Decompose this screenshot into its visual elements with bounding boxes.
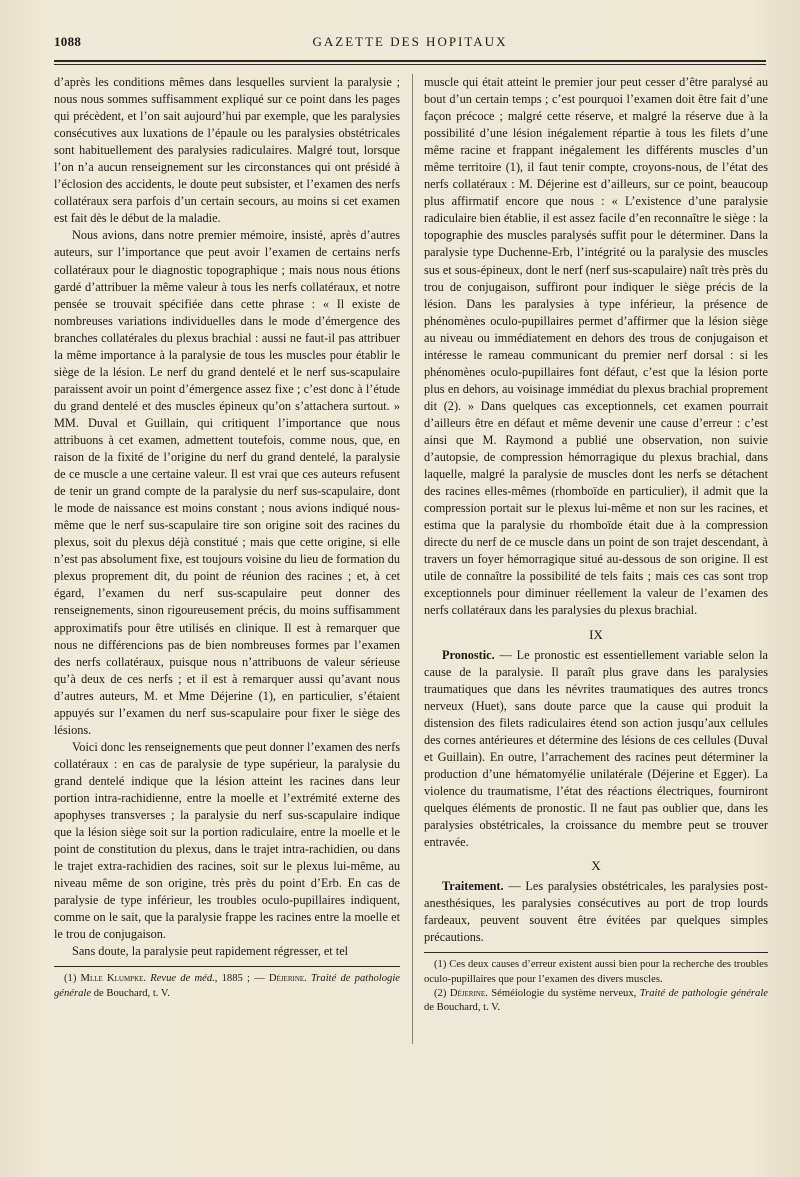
footnote-number: (2) (434, 987, 447, 999)
section-number: X (591, 858, 601, 874)
footnote-text: de Bouchard, t. V. (91, 987, 170, 999)
footnote-text: , 1885 ; — (214, 973, 269, 985)
section-lead: Pronostic. (442, 647, 495, 662)
footnotes (424, 958, 768, 1015)
paragraph-text: — Les paralysies obstétricales, les paralysies post-anesthésiques, les paralysies consécutives au port de trop lourds fardeaux, peuvent souvent être évitées par quelques simples précautions. (424, 879, 768, 945)
paragraph-traitement (424, 878, 768, 946)
page-header (54, 34, 766, 54)
footnote-number: (1) (64, 973, 77, 985)
section-number: IX (589, 626, 603, 642)
footnote-rule (54, 966, 400, 967)
paragraph-pronostic (424, 647, 768, 852)
footnote-author: Déjerine. (268, 973, 307, 985)
footnote-author: Mlle Klumpke. (80, 973, 147, 985)
paragraph: muscle qui était atteint le premier jour peut cesser d’être paralysé au bout d’un certain temps ; c’est pourquoi l’examen doit être fait d’une façon précoce ; malgré cette réserve, et malgré la réserve due à la possibilité d’une lésion inégalement répartie à tous les filets d’une même racine et frappant inégalement les différents muscles d’un même territoire (1), il faut tenir compte, croyons-nous, de l’état des nerfs collatéraux : M. Déjerine est d’ailleurs, sur ce point, beaucoup plus affirmatif encore que nous : « L’existence d’une paralysie radiculaire bien établie, il est assez facile d’en reconnaître le siège : la topographie des muscles paralysés suffit pour le déterminer. Dans la paralysie type Duchenne-Erb, l’intégrité ou la paralysie des muscles sus et sous-épineux, dont le nerf (nerf sus-scapulaire) naît très près du trou de conjugaison, suffiront pour indiquer le siège précis de la lésion. Dans les paralysies à type inférieur, la présence de phénomènes oculo-pupillaires permet d’affirmer que la lésion siège au niveau ou immédiatement en dehors des trous de conjugaison et intéresse le rameau communicant du premier nerf dorsal : si les phénomènes oculo-pupillaires font défaut, c’est que la lésion porte plus en dehors, au voisinage immédiat du plexus brachial proprement dit (2). » Dans quelques cas exceptionnels, cet examen pourrait d’ailleurs être en défaut et même devenir une cause d’erreur : c’est ainsi que M. Raymond a publié une observation, non suivie d’autopsie, de compression hémorragique du plexus brachial, dans laquelle, malgré la paralysie de muscles dont les nerfs se détachent des racines elles-mêmes (rhomboïde en particulier), il admit que la compression portait sur le plexus lui-même et non sur les racines, et estima que la paralysie du rhomboïde était due à la compression directe du nerf de ce muscle dans un point de son trajet descendant, à travers un foyer hémorragique situé au-dessous de son origine. Il est utile de connaître la possibilité de tels faits ; mais ces cas sont trop exceptionnels pour diminuer réellement la valeur de l’examen des nerfs collatéraux dans les paralysies du plexus brachial. (424, 75, 768, 618)
footnote-title: Revue de méd. (150, 973, 215, 985)
paragraph: Voici donc les renseignements que peut donner l’examen des nerfs collatéraux : en cas de paralysie de type supérieur, la paralysie du grand dentelé indique que la lésion atteint les racines dans leur portion intra-rachidienne, entre la moelle et l’extrémité externe des apophyses transverses ; la paralysie du nerf sus-scapulaire indique que la lésion siège soit sur la portion radiculaire, entre la moelle et le point de constitution du plexus, dans le trajet intra-rachidien, ou dans le trajet extra-rachidien des racines, soit sur le plexus lui-même, au niveau même de son origine, très près du point d’Erb. En cas de paralysie de type inférieur, les troubles oculo-pupillaires indiquent, comme on le sait, que la paralysie frappe les racines entre la moelle et le trou de conjugaison. (54, 739, 400, 942)
footnote-title: Traité de pathologie générale (54, 973, 400, 999)
left-column (54, 74, 400, 1001)
footnote-author: Déjerine. (449, 987, 488, 999)
column-divider (412, 74, 413, 1044)
footnote: (1) Ces deux causes d’erreur existent aussi bien pour la recherche des troubles oculo-pupillaires que pour l’examen des divers muscles. (424, 959, 768, 985)
section-lead: Traitement. (442, 879, 504, 894)
paragraph: Sans doute, la paralysie peut rapidement régresser, et tel (72, 944, 349, 959)
paragraph: d’après les conditions mêmes dans lesquelles survient la paralysie ; nous nous sommes suffisamment expliqué sur ce point dans les pages qui précèdent, et l’on sait aujourd’hui par exemple, que les paralysies consécutives aux luxations de l’épaule ou les paralysies obstétricales sont habituellement des paralysies radiculaires. Malgré tout, lorsque l’on n’a aucun renseignement sur les circonstances qui ont présidé à l’éclosion des accidents, le doute peut subsister, et l’examen des nerfs collatéraux sera parfois d’un certain secours, au moins si cet examen est fait dès le début de la maladie. (54, 75, 400, 226)
footnote (424, 987, 768, 1015)
footnote-title: Traité de pathologie générale (639, 987, 768, 999)
running-head: GAZETTE DES HOPITAUX (312, 34, 508, 49)
paragraph: Nous avions, dans notre premier mémoire, insisté, après d’autres auteurs, sur l’importance que peut avoir l’examen de certains nerfs collatéraux pour le diagnostic topographique ; mais nous nous étions gardé d’attribuer la même valeur à tous les nerfs collatéraux, et notre pensée se trouvait spécifiée dans cette phrase : « Il existe de nombreuses variations individuelles dans le mode d’émergence des branches collatérales du plexus brachial : aussi ne faut-il pas attribuer la même importance à la paralysie de tous les muscles pour établir le siège de la lésion. Le nerf du grand dentelé et le nerf sus-scapulaire paraissent avoir un point d’émergence assez fixe ; c’est donc à l’étude du grand dentelé et des muscles épineux qu’on s’attachera surtout. » MM. Duval et Guillain, qui critiquent l’importance que nous attribuons à cet examen, admettent toutefois, comme nous, que, en raison de la fixité de l’origine du nerf du grand dentelé, la paralysie de ce muscle a une certaine valeur. Il est vrai que ces auteurs refusent de tenir un grand compte de la paralysie du nerf sus-scapulaire, dont le mode de naissance est moins constant ; nous avions indiqué nous-même que le nerf sus-scapulaire tire son origine soit des racines du plexus, soit du plexus déjà constitué ; mais que cette origine, si elle n’est pas absolument fixe, est toujours voisine du lieu de formation du plexus proprement dit, du point de réunion des racines ; et, à cet égard, l’examen du nerf sus-scapulaire peut donner des renseignements, sinon rigoureusement précis, du moins suffisamment approximatifs pour être utilisés en clinique. Il est à remarquer que nous ne différencions pas de bien nombreuses formes par l’examen des nerfs collatéraux, puisque nous n’attribuons de valeur sérieuse qu’à deux de ces nerfs ; et il est à remarquer aussi qu’avant nous d’autres auteurs, M. et Mme Déjerine (1), en particulier, s’étaient appuyés sur l’examen du nerf sus-scapulaire pour fixer le siège des lésions. (54, 228, 400, 737)
paragraph-text: — Le pronostic est essentiellement variable selon la cause de la paralysie. Il paraît plus grave dans les paralysies traumatiques que dans les névrites traumatiques des autres troncs nerveux (Huet), sans doute parce que la cause qui produit la distension des filets radiculaires étend son action jusqu’aux cellules des cornes antérieures et détermine des lésions de ces cellules (Duval et Guillain). En outre, l’arrachement des racines peut déterminer la production d’une hématomyélie unilatérale (Déjerine et Egger). La violence du traumatisme, l’état des réactions électriques, fourniront quelques éléments de pronostic. Il ne faut pas oublier que, dans les paralysies obstétricales, la croissance du membre peut se trouver entravée. (424, 647, 768, 850)
page-number: 1088 (54, 34, 82, 49)
header-rule (54, 60, 766, 62)
right-column (424, 74, 768, 1015)
header-rule-thin (54, 64, 766, 65)
footnote-text: Séméiologie du système nerveux, (487, 987, 640, 999)
footnote-rule (424, 952, 768, 953)
footnote-text: de Bouchard, t. V. (424, 1001, 501, 1013)
footnote (54, 972, 400, 1000)
